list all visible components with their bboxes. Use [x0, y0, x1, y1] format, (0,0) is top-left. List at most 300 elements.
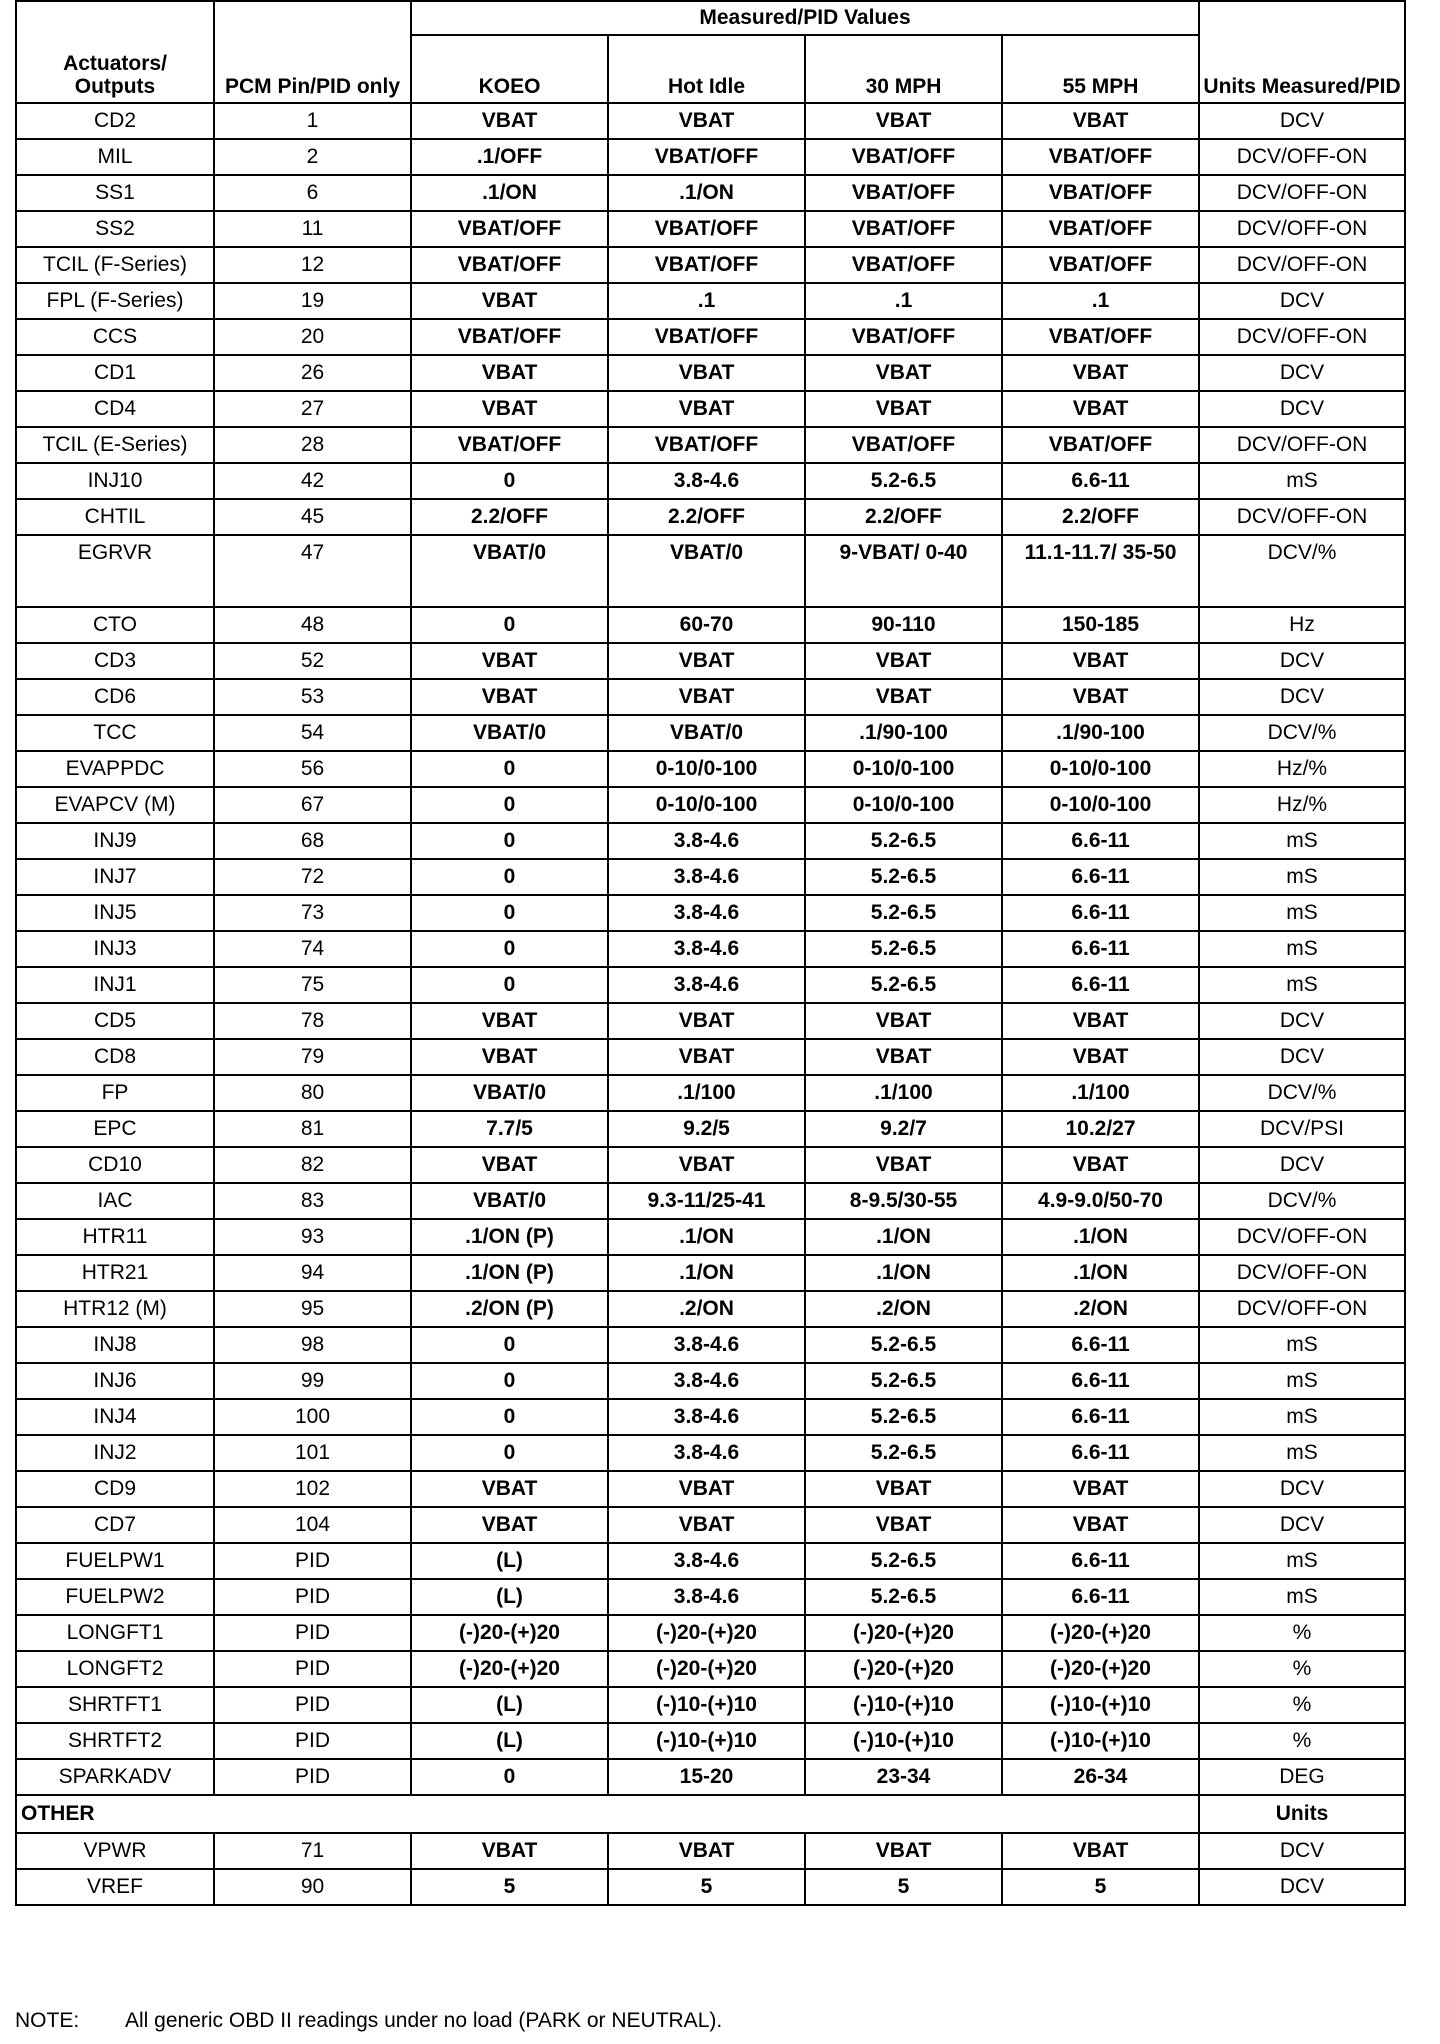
value-55mph: 0-10/0-100 [1002, 751, 1199, 787]
actuator-name: INJ8 [16, 1327, 214, 1363]
value-55mph: .1 [1002, 283, 1199, 319]
pcm-pin: PID [214, 1759, 411, 1795]
header-55mph: 55 MPH [1002, 35, 1199, 103]
value-30mph: (-)20-(+)20 [805, 1651, 1002, 1687]
value-30mph: 23-34 [805, 1759, 1002, 1795]
pcm-pin: PID [214, 1651, 411, 1687]
value-koeo: .1/OFF [411, 139, 608, 175]
actuator-name: HTR11 [16, 1219, 214, 1255]
value-30mph: VBAT [805, 391, 1002, 427]
units: DCV [1199, 1833, 1405, 1869]
value-55mph: 6.6-11 [1002, 931, 1199, 967]
table-row [16, 1075, 1405, 1111]
table-row [16, 931, 1405, 967]
value-hot-idle: 3.8-4.6 [608, 1327, 805, 1363]
pcm-pin: 47 [214, 535, 411, 607]
table-row [16, 1833, 1405, 1869]
value-koeo: VBAT [411, 283, 608, 319]
pcm-pin: PID [214, 1687, 411, 1723]
units: DEG [1199, 1759, 1405, 1795]
value-30mph: 5.2-6.5 [805, 1579, 1002, 1615]
table-row [16, 1651, 1405, 1687]
value-hot-idle: VBAT [608, 643, 805, 679]
units: % [1199, 1723, 1405, 1759]
table-row [16, 1543, 1405, 1579]
table-row [16, 751, 1405, 787]
value-hot-idle: 60-70 [608, 607, 805, 643]
actuator-name: CD8 [16, 1039, 214, 1075]
value-30mph: 5.2-6.5 [805, 895, 1002, 931]
units: % [1199, 1615, 1405, 1651]
value-30mph: VBAT [805, 1003, 1002, 1039]
value-55mph: .1/ON [1002, 1219, 1199, 1255]
pcm-pin: 19 [214, 283, 411, 319]
other-header-row [16, 1795, 1405, 1833]
actuator-name: IAC [16, 1183, 214, 1219]
value-30mph: 5 [805, 1869, 1002, 1905]
units: mS [1199, 463, 1405, 499]
table-row [16, 499, 1405, 535]
actuator-name: INJ1 [16, 967, 214, 1003]
value-koeo: 7.7/5 [411, 1111, 608, 1147]
pcm-pin: 2 [214, 139, 411, 175]
value-hot-idle: (-)20-(+)20 [608, 1651, 805, 1687]
value-hot-idle: (-)10-(+)10 [608, 1723, 805, 1759]
actuator-name: SHRTFT2 [16, 1723, 214, 1759]
value-55mph: 6.6-11 [1002, 1435, 1199, 1471]
footnote [15, 2009, 722, 2033]
value-30mph: 0-10/0-100 [805, 787, 1002, 823]
value-hot-idle: 5 [608, 1869, 805, 1905]
value-hot-idle: VBAT/OFF [608, 139, 805, 175]
table-row [16, 391, 1405, 427]
value-koeo: .1/ON (P) [411, 1255, 608, 1291]
value-55mph: 5 [1002, 1869, 1199, 1905]
value-hot-idle: 15-20 [608, 1759, 805, 1795]
units: Hz/% [1199, 787, 1405, 823]
table-body [16, 103, 1405, 1795]
value-30mph: VBAT [805, 1507, 1002, 1543]
pcm-pin: 28 [214, 427, 411, 463]
value-30mph: 5.2-6.5 [805, 1435, 1002, 1471]
pcm-pin: PID [214, 1579, 411, 1615]
value-30mph: VBAT [805, 1833, 1002, 1869]
value-55mph: VBAT/OFF [1002, 211, 1199, 247]
value-koeo: VBAT/OFF [411, 427, 608, 463]
actuator-name: SS1 [16, 175, 214, 211]
value-55mph: 10.2/27 [1002, 1111, 1199, 1147]
value-koeo: 0 [411, 607, 608, 643]
value-hot-idle: (-)20-(+)20 [608, 1615, 805, 1651]
table-row [16, 463, 1405, 499]
table-row [16, 679, 1405, 715]
actuator-name: EVAPCV (M) [16, 787, 214, 823]
value-koeo: 0 [411, 931, 608, 967]
value-55mph: 26-34 [1002, 1759, 1199, 1795]
pcm-pin: 99 [214, 1363, 411, 1399]
value-koeo: 2.2/OFF [411, 499, 608, 535]
units: mS [1199, 1579, 1405, 1615]
table-row [16, 1471, 1405, 1507]
value-koeo: VBAT [411, 355, 608, 391]
table-row [16, 139, 1405, 175]
value-hot-idle: 3.8-4.6 [608, 859, 805, 895]
units: DCV [1199, 1003, 1405, 1039]
table-row [16, 1147, 1405, 1183]
value-30mph: 5.2-6.5 [805, 1543, 1002, 1579]
value-55mph: 6.6-11 [1002, 895, 1199, 931]
value-30mph: 90-110 [805, 607, 1002, 643]
value-55mph: 6.6-11 [1002, 823, 1199, 859]
value-hot-idle: VBAT [608, 1507, 805, 1543]
value-30mph: VBAT/OFF [805, 139, 1002, 175]
value-koeo: (L) [411, 1687, 608, 1723]
units: Hz/% [1199, 751, 1405, 787]
value-55mph: VBAT [1002, 103, 1199, 139]
actuator-name: HTR12 (M) [16, 1291, 214, 1327]
units: DCV/OFF-ON [1199, 1255, 1405, 1291]
pcm-pin: 72 [214, 859, 411, 895]
value-hot-idle: 3.8-4.6 [608, 1363, 805, 1399]
pcm-pin: 27 [214, 391, 411, 427]
value-koeo: 0 [411, 463, 608, 499]
table-row [16, 319, 1405, 355]
header-measured-group: Measured/PID Values [411, 1, 1199, 35]
value-koeo: 0 [411, 1399, 608, 1435]
units: DCV/% [1199, 1075, 1405, 1111]
value-koeo: .2/ON (P) [411, 1291, 608, 1327]
pcm-pin: 78 [214, 1003, 411, 1039]
actuator-name: INJ2 [16, 1435, 214, 1471]
pcm-pin: 53 [214, 679, 411, 715]
actuator-name: INJ4 [16, 1399, 214, 1435]
value-55mph: 6.6-11 [1002, 1543, 1199, 1579]
other-units-label: Units [1199, 1795, 1405, 1833]
value-hot-idle: VBAT/OFF [608, 247, 805, 283]
pcm-pin: 48 [214, 607, 411, 643]
value-koeo: 0 [411, 895, 608, 931]
value-koeo: 0 [411, 1363, 608, 1399]
value-30mph: .1/ON [805, 1255, 1002, 1291]
actuator-name: HTR21 [16, 1255, 214, 1291]
value-koeo: VBAT [411, 1507, 608, 1543]
pcm-pin: 94 [214, 1255, 411, 1291]
table-row [16, 1183, 1405, 1219]
value-55mph: 6.6-11 [1002, 1399, 1199, 1435]
units: DCV [1199, 1869, 1405, 1905]
note-text: All generic OBD II readings under no load (PARK or NEUTRAL). [125, 2009, 723, 2032]
actuator-name: FUELPW1 [16, 1543, 214, 1579]
value-hot-idle: 9.3-11/25-41 [608, 1183, 805, 1219]
header-hot-idle: Hot Idle [608, 35, 805, 103]
value-30mph: 5.2-6.5 [805, 967, 1002, 1003]
units: % [1199, 1651, 1405, 1687]
units: DCV/% [1199, 1183, 1405, 1219]
value-55mph: .1/ON [1002, 1255, 1199, 1291]
table-row [16, 355, 1405, 391]
table-row [16, 1291, 1405, 1327]
value-koeo: VBAT/OFF [411, 211, 608, 247]
value-hot-idle: 0-10/0-100 [608, 751, 805, 787]
value-hot-idle: 2.2/OFF [608, 499, 805, 535]
table-row [16, 1869, 1405, 1905]
pcm-pin: 73 [214, 895, 411, 931]
note-label: NOTE: [15, 2009, 80, 2032]
units: DCV [1199, 1039, 1405, 1075]
value-hot-idle: 9.2/5 [608, 1111, 805, 1147]
value-30mph: 9-VBAT/ 0-40 [805, 535, 1002, 607]
pcm-pin: 83 [214, 1183, 411, 1219]
pcm-pin: 82 [214, 1147, 411, 1183]
header-koeo: KOEO [411, 35, 608, 103]
value-hot-idle: 3.8-4.6 [608, 1399, 805, 1435]
units: DCV [1199, 283, 1405, 319]
table-row [16, 1039, 1405, 1075]
units: mS [1199, 1399, 1405, 1435]
value-30mph: 9.2/7 [805, 1111, 1002, 1147]
value-55mph: 6.6-11 [1002, 463, 1199, 499]
value-30mph: 5.2-6.5 [805, 931, 1002, 967]
actuator-name: EGRVR [16, 535, 214, 607]
actuator-name: SHRTFT1 [16, 1687, 214, 1723]
value-30mph: (-)10-(+)10 [805, 1723, 1002, 1759]
actuator-name: CD1 [16, 355, 214, 391]
pcm-pin: 75 [214, 967, 411, 1003]
units: mS [1199, 1543, 1405, 1579]
pcm-pin: 100 [214, 1399, 411, 1435]
value-hot-idle: 3.8-4.6 [608, 823, 805, 859]
value-hot-idle: VBAT [608, 355, 805, 391]
actuator-name: TCC [16, 715, 214, 751]
actuator-name: CD4 [16, 391, 214, 427]
value-30mph: VBAT [805, 1039, 1002, 1075]
table-row [16, 1219, 1405, 1255]
pcm-pin: 102 [214, 1471, 411, 1507]
pcm-pin: 12 [214, 247, 411, 283]
table-row [16, 1435, 1405, 1471]
value-koeo: VBAT [411, 1471, 608, 1507]
value-30mph: VBAT [805, 643, 1002, 679]
value-30mph: VBAT/OFF [805, 319, 1002, 355]
actuator-name: SPARKADV [16, 1759, 214, 1795]
value-hot-idle: VBAT [608, 1003, 805, 1039]
table-row [16, 283, 1405, 319]
units: mS [1199, 859, 1405, 895]
value-koeo: 0 [411, 787, 608, 823]
value-hot-idle: 3.8-4.6 [608, 1579, 805, 1615]
table-row [16, 1111, 1405, 1147]
value-koeo: VBAT [411, 1147, 608, 1183]
value-koeo: VBAT/OFF [411, 247, 608, 283]
value-koeo: 5 [411, 1869, 608, 1905]
actuator-name: INJ7 [16, 859, 214, 895]
value-hot-idle: VBAT [608, 391, 805, 427]
value-hot-idle: VBAT [608, 1471, 805, 1507]
units: DCV/OFF-ON [1199, 319, 1405, 355]
actuator-name: TCIL (F-Series) [16, 247, 214, 283]
table-row [16, 715, 1405, 751]
pcm-pin: 45 [214, 499, 411, 535]
units: DCV/OFF-ON [1199, 499, 1405, 535]
value-koeo: .1/ON [411, 175, 608, 211]
value-55mph: 6.6-11 [1002, 1327, 1199, 1363]
value-55mph: .1/100 [1002, 1075, 1199, 1111]
value-30mph: 5.2-6.5 [805, 859, 1002, 895]
table-row [16, 175, 1405, 211]
units: mS [1199, 1327, 1405, 1363]
value-koeo: VBAT [411, 391, 608, 427]
value-koeo: VBAT [411, 1039, 608, 1075]
value-55mph: VBAT [1002, 679, 1199, 715]
pcm-pin: 54 [214, 715, 411, 751]
header-units: Units Measured/PID [1199, 1, 1405, 103]
value-55mph: VBAT/OFF [1002, 427, 1199, 463]
value-55mph: VBAT [1002, 1833, 1199, 1869]
table-row [16, 1759, 1405, 1795]
value-koeo: 0 [411, 1327, 608, 1363]
pcm-pin: 42 [214, 463, 411, 499]
value-30mph: (-)20-(+)20 [805, 1615, 1002, 1651]
actuator-name: EPC [16, 1111, 214, 1147]
value-koeo: 0 [411, 1435, 608, 1471]
value-hot-idle: VBAT/0 [608, 535, 805, 607]
table-row [16, 1363, 1405, 1399]
actuator-name: CHTIL [16, 499, 214, 535]
value-30mph: 5.2-6.5 [805, 1399, 1002, 1435]
value-30mph: .1/90-100 [805, 715, 1002, 751]
value-55mph: .2/ON [1002, 1291, 1199, 1327]
value-hot-idle: .1 [608, 283, 805, 319]
pcm-pin: 93 [214, 1219, 411, 1255]
pcm-pin: PID [214, 1543, 411, 1579]
actuator-name: VPWR [16, 1833, 214, 1869]
value-55mph: 6.6-11 [1002, 1579, 1199, 1615]
value-30mph: (-)10-(+)10 [805, 1687, 1002, 1723]
units: mS [1199, 967, 1405, 1003]
value-koeo: (L) [411, 1543, 608, 1579]
value-30mph: 5.2-6.5 [805, 1327, 1002, 1363]
other-label: OTHER [16, 1795, 214, 1833]
pcm-pin: 1 [214, 103, 411, 139]
units: mS [1199, 1435, 1405, 1471]
table-row [16, 787, 1405, 823]
other-blank [214, 1795, 1199, 1833]
value-hot-idle: 3.8-4.6 [608, 967, 805, 1003]
units: mS [1199, 1363, 1405, 1399]
value-koeo: VBAT [411, 679, 608, 715]
units: DCV/PSI [1199, 1111, 1405, 1147]
value-30mph: VBAT [805, 1471, 1002, 1507]
value-55mph: (-)20-(+)20 [1002, 1615, 1199, 1651]
value-koeo: 0 [411, 859, 608, 895]
units: DCV/% [1199, 715, 1405, 751]
value-30mph: .1/100 [805, 1075, 1002, 1111]
units: DCV [1199, 103, 1405, 139]
value-hot-idle: .1/ON [608, 1219, 805, 1255]
actuator-name: FUELPW2 [16, 1579, 214, 1615]
table-row [16, 103, 1405, 139]
value-hot-idle: (-)10-(+)10 [608, 1687, 805, 1723]
value-koeo: VBAT/0 [411, 715, 608, 751]
value-30mph: .1 [805, 283, 1002, 319]
value-55mph: VBAT [1002, 391, 1199, 427]
value-30mph: 5.2-6.5 [805, 823, 1002, 859]
value-55mph: .1/90-100 [1002, 715, 1199, 751]
pcm-pin: 90 [214, 1869, 411, 1905]
value-55mph: 0-10/0-100 [1002, 787, 1199, 823]
value-koeo: (-)20-(+)20 [411, 1651, 608, 1687]
value-hot-idle: VBAT [608, 103, 805, 139]
value-55mph: (-)20-(+)20 [1002, 1651, 1199, 1687]
value-55mph: 4.9-9.0/50-70 [1002, 1183, 1199, 1219]
value-55mph: VBAT/OFF [1002, 247, 1199, 283]
value-hot-idle: VBAT/OFF [608, 319, 805, 355]
header-30mph: 30 MPH [805, 35, 1002, 103]
value-30mph: .1/ON [805, 1219, 1002, 1255]
value-55mph: 6.6-11 [1002, 859, 1199, 895]
actuator-name: VREF [16, 1869, 214, 1905]
table-row [16, 895, 1405, 931]
value-hot-idle: VBAT [608, 1039, 805, 1075]
value-hot-idle: 3.8-4.6 [608, 1435, 805, 1471]
value-30mph: VBAT [805, 1147, 1002, 1183]
value-hot-idle: VBAT/0 [608, 715, 805, 751]
table-row [16, 1327, 1405, 1363]
actuator-name: LONGFT2 [16, 1651, 214, 1687]
value-55mph: VBAT [1002, 1507, 1199, 1543]
value-30mph: VBAT/OFF [805, 211, 1002, 247]
value-koeo: .1/ON (P) [411, 1219, 608, 1255]
value-hot-idle: .1/100 [608, 1075, 805, 1111]
pcm-pin: PID [214, 1615, 411, 1651]
value-koeo: 0 [411, 967, 608, 1003]
value-hot-idle: VBAT [608, 1147, 805, 1183]
value-55mph: VBAT/OFF [1002, 319, 1199, 355]
value-koeo: (L) [411, 1579, 608, 1615]
value-koeo: VBAT [411, 103, 608, 139]
units: % [1199, 1687, 1405, 1723]
value-30mph: VBAT [805, 355, 1002, 391]
value-koeo: 0 [411, 751, 608, 787]
value-55mph: VBAT [1002, 355, 1199, 391]
actuator-name: CD7 [16, 1507, 214, 1543]
value-hot-idle: .2/ON [608, 1291, 805, 1327]
pcm-pin: 26 [214, 355, 411, 391]
pcm-pin: 68 [214, 823, 411, 859]
pcm-pin: 98 [214, 1327, 411, 1363]
actuator-name: MIL [16, 139, 214, 175]
table-row [16, 427, 1405, 463]
value-30mph: VBAT [805, 103, 1002, 139]
value-koeo: VBAT [411, 643, 608, 679]
units: DCV/% [1199, 535, 1405, 607]
value-hot-idle: 3.8-4.6 [608, 895, 805, 931]
actuator-name: CD3 [16, 643, 214, 679]
spec-table-container [15, 0, 1415, 1906]
pcm-pin: 104 [214, 1507, 411, 1543]
table-row [16, 607, 1405, 643]
value-30mph: VBAT/OFF [805, 175, 1002, 211]
actuator-name: CD2 [16, 103, 214, 139]
actuator-name: CD5 [16, 1003, 214, 1039]
value-hot-idle: 3.8-4.6 [608, 1543, 805, 1579]
units: DCV/OFF-ON [1199, 175, 1405, 211]
actuator-name: TCIL (E-Series) [16, 427, 214, 463]
table-row [16, 1723, 1405, 1759]
pcm-pin: 101 [214, 1435, 411, 1471]
value-koeo: VBAT [411, 1833, 608, 1869]
units: DCV/OFF-ON [1199, 1291, 1405, 1327]
